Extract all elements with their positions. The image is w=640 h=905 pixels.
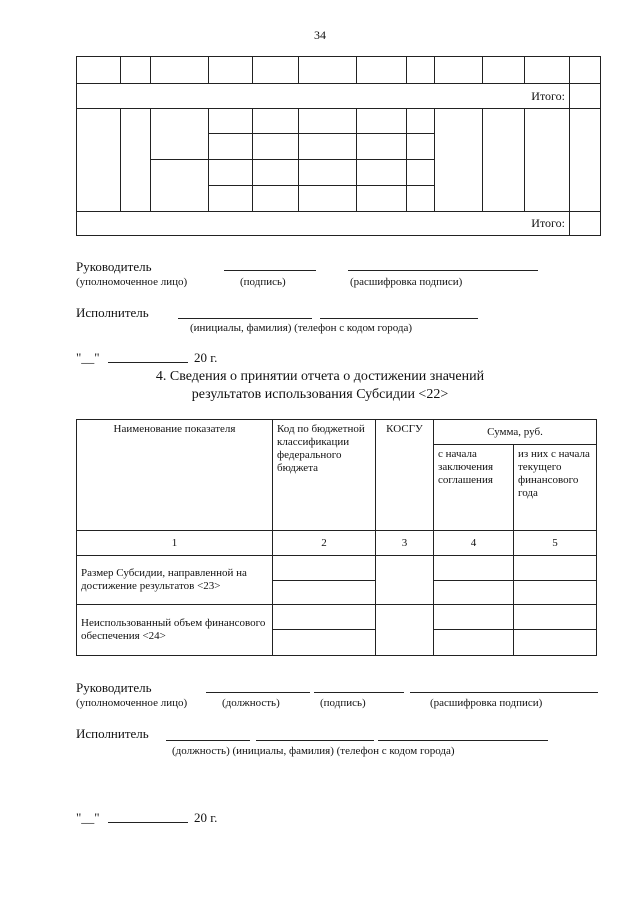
rukovoditel-label-1: Руководитель: [76, 259, 152, 274]
col-num-2: 2: [273, 531, 376, 556]
date-line-2: [108, 822, 188, 823]
header-name: Наименование показателя: [77, 420, 273, 531]
phone-line: [320, 318, 478, 319]
upolnomochennoe-caption-2: (уполномоченное лицо): [76, 697, 188, 709]
header-kosgu: КОСГУ: [376, 420, 434, 531]
top-table: [76, 56, 601, 236]
col-num-5: 5: [514, 531, 597, 556]
date-line-1: [108, 362, 188, 363]
date-quote-2: "__": [76, 810, 100, 825]
col-num-1: 1: [77, 531, 273, 556]
rukovoditel-label-2: Руководитель: [76, 680, 152, 695]
date-year-1: 20 г.: [194, 350, 218, 365]
page-number: 34: [314, 28, 326, 42]
signature-decode-line: [348, 270, 538, 271]
initials-line-2: [256, 740, 374, 741]
upolnomochennoe-caption-1: (уполномоченное лицо): [76, 276, 188, 288]
dolzhnost-caption-2: (должность): [222, 697, 280, 709]
itogo-cell-1: Итого:: [77, 84, 570, 109]
section-heading-line2: результатов использования Субсидии <22>: [191, 387, 449, 402]
row-unused: Неиспользованный объем финансового обеспечения <24>: [77, 605, 273, 656]
date-year-2: 20 г.: [194, 810, 218, 825]
ispolnitel-label-1: Исполнитель: [76, 305, 149, 320]
rasshifrovka-caption-1: (расшифровка подписи): [350, 276, 463, 288]
date-quote-1: "__": [76, 350, 100, 365]
podpis-caption-1: (подпись): [240, 276, 286, 288]
col-num-3: 3: [376, 531, 434, 556]
podpis-caption-2: (подпись): [320, 697, 366, 709]
phone-line-2: [378, 740, 548, 741]
header-code: Код по бюджетной классификации федерального бюджета: [273, 420, 376, 531]
header-sum: Сумма, руб.: [434, 420, 597, 445]
col-num-4: 4: [434, 531, 514, 556]
header-sum-a: с начала заключения соглашения: [434, 445, 514, 531]
rasshifrovka-caption-2: (расшифровка подписи): [430, 697, 543, 709]
signature-line: [224, 270, 316, 271]
itogo-cell-2: Итого:: [77, 212, 570, 236]
signature-decode-line-2: [410, 692, 598, 693]
header-sum-b: из них с начала текущего финансового года: [514, 445, 597, 531]
dolzhnost-line-2: [166, 740, 250, 741]
ispolnitel-label-2: Исполнитель: [76, 726, 149, 741]
row-subsidy: Размер Субсидии, направленной на достижение результатов <23>: [77, 556, 273, 605]
initials-line: [178, 318, 312, 319]
ispolnitel-caption-1: (инициалы, фамилия) (телефон с кодом города): [190, 322, 413, 334]
dolzhnost-line: [206, 692, 310, 693]
ispolnitel-caption-2: (должность) (инициалы, фамилия) (телефон с кодом города): [172, 745, 455, 757]
section-heading-line1: 4. Сведения о принятии отчета о достижении значений: [155, 369, 485, 384]
report-table: [76, 419, 597, 656]
signature-line-2: [314, 692, 404, 693]
